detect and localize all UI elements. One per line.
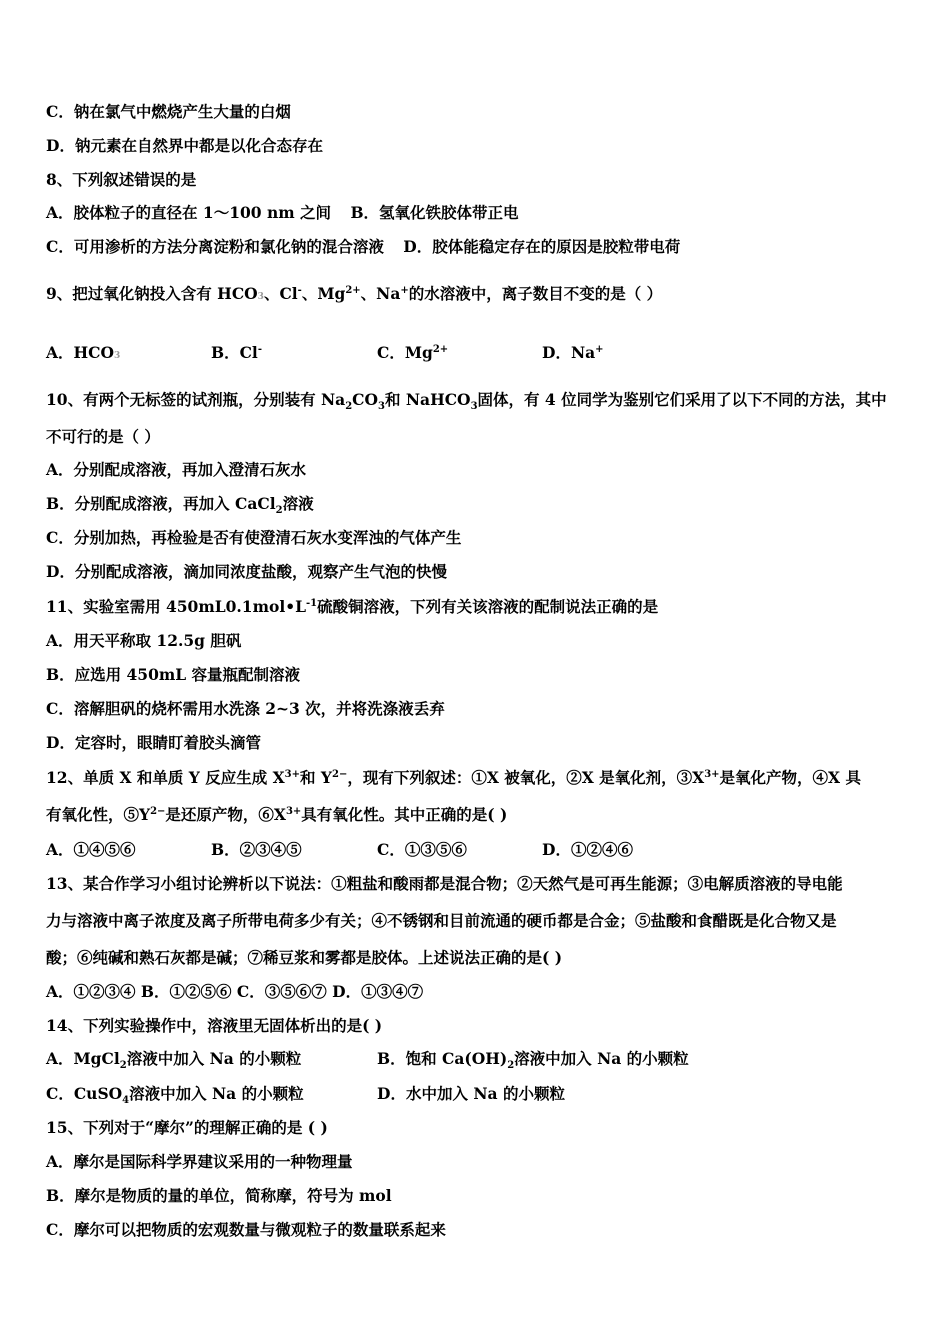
q14-option-b-subscript: 2 [507,1060,515,1072]
q12-option-d: D．①②④⑥ [542,840,633,859]
q9-option-c-text: C．Mg [377,343,433,362]
q12-option-a: A．①④⑤⑥ [46,840,136,859]
q9-stem-text: 的水溶液中，离子数目不变的是（ ） [408,284,663,303]
q15-option-c: C．摩尔可以把物质的宏观数量与微观粒子的数量联系起来 [46,1220,446,1239]
q9-stem-superscript: 2+ [345,284,361,296]
q9-option-a-text: A．HCO [46,343,115,362]
q12-stem-superscript: 2− [150,805,166,817]
q14-option-c-subscript: 4 [122,1095,130,1107]
q10-stem-subscript: 3 [378,401,385,413]
q14-option-a-text: A．MgCl [46,1049,120,1068]
q11-stem [46,597,658,617]
q9-option-b-superscript: - [257,343,262,355]
q11-stem-superscript: -1 [306,597,318,609]
q9-option-b-text: B．Cl [211,343,258,362]
q14-option-b [377,1049,689,1072]
q12-stem-text: ，现有下列叙述：①X 被氧化，②X 是氧化剂，③X [347,768,705,787]
q12-stem-text: 有氧化性，⑤Y [46,805,151,824]
q10-stem-line-2: 不可行的是（ ） [46,427,160,446]
q12-stem-text: 是氧化产物，④X 具 [719,768,861,787]
q8-option-b: B．氢氧化铁胶体带正电 [350,203,519,222]
q9-option-a [46,343,120,366]
q12-stem-line-2 [46,805,507,825]
q7-option-c: C．钠在氯气中燃烧产生大量的白烟 [46,102,291,121]
q10-option-b [46,494,314,517]
q10-stem-subscript: 2 [345,401,353,413]
q8-option-a: A．胶体粒子的直径在 1～100 nm 之间 [46,203,332,222]
q10-stem-text: 10、有两个无标签的试剂瓶，分别装有 Na [46,390,346,409]
q7-option-d: D．钠元素在自然界中都是以化合态存在 [46,136,323,155]
q9-stem [46,284,662,307]
q13-stem-line-2: 力与溶液中离子浓度及离子所带电荷多少有关；④不锈钢和目前流通的硬币都是合金；⑤盐酸和食醋既是化合物又是 [46,911,837,930]
q10-option-b-text: 溶液 [282,494,314,513]
q13-stem-line-1: 13、某合作学习小组讨论辨析以下说法：①粗盐和酸雨都是混合物；②天然气是可再生能源；③电解质溶液的导电能 [46,874,843,893]
q9-stem-superscript: - [297,284,302,296]
q10-stem-text: 固体，有 4 位同学为鉴别它们采用了以下不同的方法，其中 [477,390,887,409]
q10-stem-line-1 [46,390,887,413]
q14-option-b-text: 溶液中加入 Na 的小颗粒 [514,1049,689,1068]
q11-option-c: C．溶解胆矾的烧杯需用水洗涤 2~3 次，并将洗涤液丢弃 [46,699,445,718]
q10-stem-subscript: 3 [470,401,478,413]
q8-stem: 8、下列叙述错误的是 [46,170,197,189]
q14-option-a-text: 溶液中加入 Na 的小颗粒 [126,1049,302,1068]
q14-option-d: D．水中加入 Na 的小颗粒 [377,1084,565,1103]
q9-stem-text: 、Mg [301,284,346,303]
q15-option-b: B．摩尔是物质的量的单位，简称摩，符号为 mol [46,1186,392,1205]
q13-options: A．①②③④ B．①②⑤⑥ C．③⑤⑥⑦ D．①③④⑦ [46,982,424,1001]
q8-options-cd [46,237,680,257]
q10-stem-text: 和 NaHCO [384,390,471,409]
q11-option-b: B．应选用 450mL 容量瓶配制溶液 [46,665,301,684]
q8-options-ab [46,203,519,223]
q12-stem-text: 12、单质 X 和单质 Y 反应生成 X [46,768,285,787]
q9-option-d-text: D．Na [542,343,596,362]
q10-option-a: A．分别配成溶液，再加入澄清石灰水 [46,460,307,479]
q12-stem-line-1 [46,768,861,788]
q9-stem-text: 9、把过氧化钠投入含有 HCO [46,284,258,303]
q10-option-b-subscript: 2 [275,505,283,517]
q9-stem-subscript: 3 [257,292,264,302]
q11-option-a: A．用天平称取 12.5g 胆矾 [46,631,242,650]
q15-stem: 15、下列对于“摩尔”的理解正确的是 ( ) [46,1118,328,1137]
q14-option-c [46,1084,304,1107]
q14-option-c-text: 溶液中加入 Na 的小颗粒 [129,1084,304,1103]
q11-stem-text: 硫酸铜溶液，下列有关该溶液的配制说法正确的是 [317,597,659,616]
q9-stem-text: 、Cl [263,284,298,303]
q11-stem-text: 11、实验室需用 450mL0.1mol•L [46,597,307,616]
q10-stem-text: CO [352,390,378,409]
q14-stem: 14、下列实验操作中，溶液里无固体析出的是( ) [46,1016,383,1035]
q11-option-d: D．定容时，眼睛盯着胶头滴管 [46,733,261,752]
q12-stem-text: 具有氧化性。其中正确的是( ) [301,805,508,824]
q14-option-a-subscript: 2 [119,1060,127,1072]
q14-option-b-text: B．饱和 Ca(OH) [377,1049,508,1068]
q12-stem-text: 是还原产物，⑥X [165,805,286,824]
q9-option-a-subscript: 3 [114,351,121,361]
q12-option-c: C．①③⑤⑥ [377,840,467,859]
q12-option-b: B．②③④⑤ [211,840,302,859]
q9-stem-text: 、Na [360,284,401,303]
q9-option-b [211,343,262,363]
q12-stem-superscript: 3+ [285,805,302,817]
q14-option-c-text: C．CuSO [46,1084,123,1103]
q9-option-c-superscript: 2+ [432,343,449,355]
q12-stem-superscript: 3+ [704,768,720,780]
q8-option-c: C．可用渗析的方法分离淀粉和氯化钠的混合溶液 [46,237,384,256]
q9-option-c [377,343,448,363]
q15-option-a: A．摩尔是国际科学界建议采用的一种物理量 [46,1152,353,1171]
q10-option-c: C．分别加热，再检验是否有使澄清石灰水变浑浊的气体产生 [46,528,462,547]
q9-stem-superscript: + [400,284,409,296]
q12-stem-superscript: 3+ [284,768,301,780]
q10-option-d: D．分别配成溶液，滴加同浓度盐酸，观察产生气泡的快慢 [46,562,447,581]
q9-option-d [542,343,604,363]
q9-option-d-superscript: + [595,343,604,355]
q8-option-d: D．胶体能稳定存在的原因是胶粒带电荷 [403,237,681,256]
q12-stem-text: 和 Y [300,768,332,787]
q10-option-b-text: B．分别配成溶液，再加入 CaCl [46,494,276,513]
q12-stem-superscript: 2− [331,768,348,780]
q13-stem-line-3: 酸；⑥纯碱和熟石灰都是碱；⑦稀豆浆和雾都是胶体。上述说法正确的是( ) [46,948,563,967]
q14-option-a [46,1049,302,1072]
